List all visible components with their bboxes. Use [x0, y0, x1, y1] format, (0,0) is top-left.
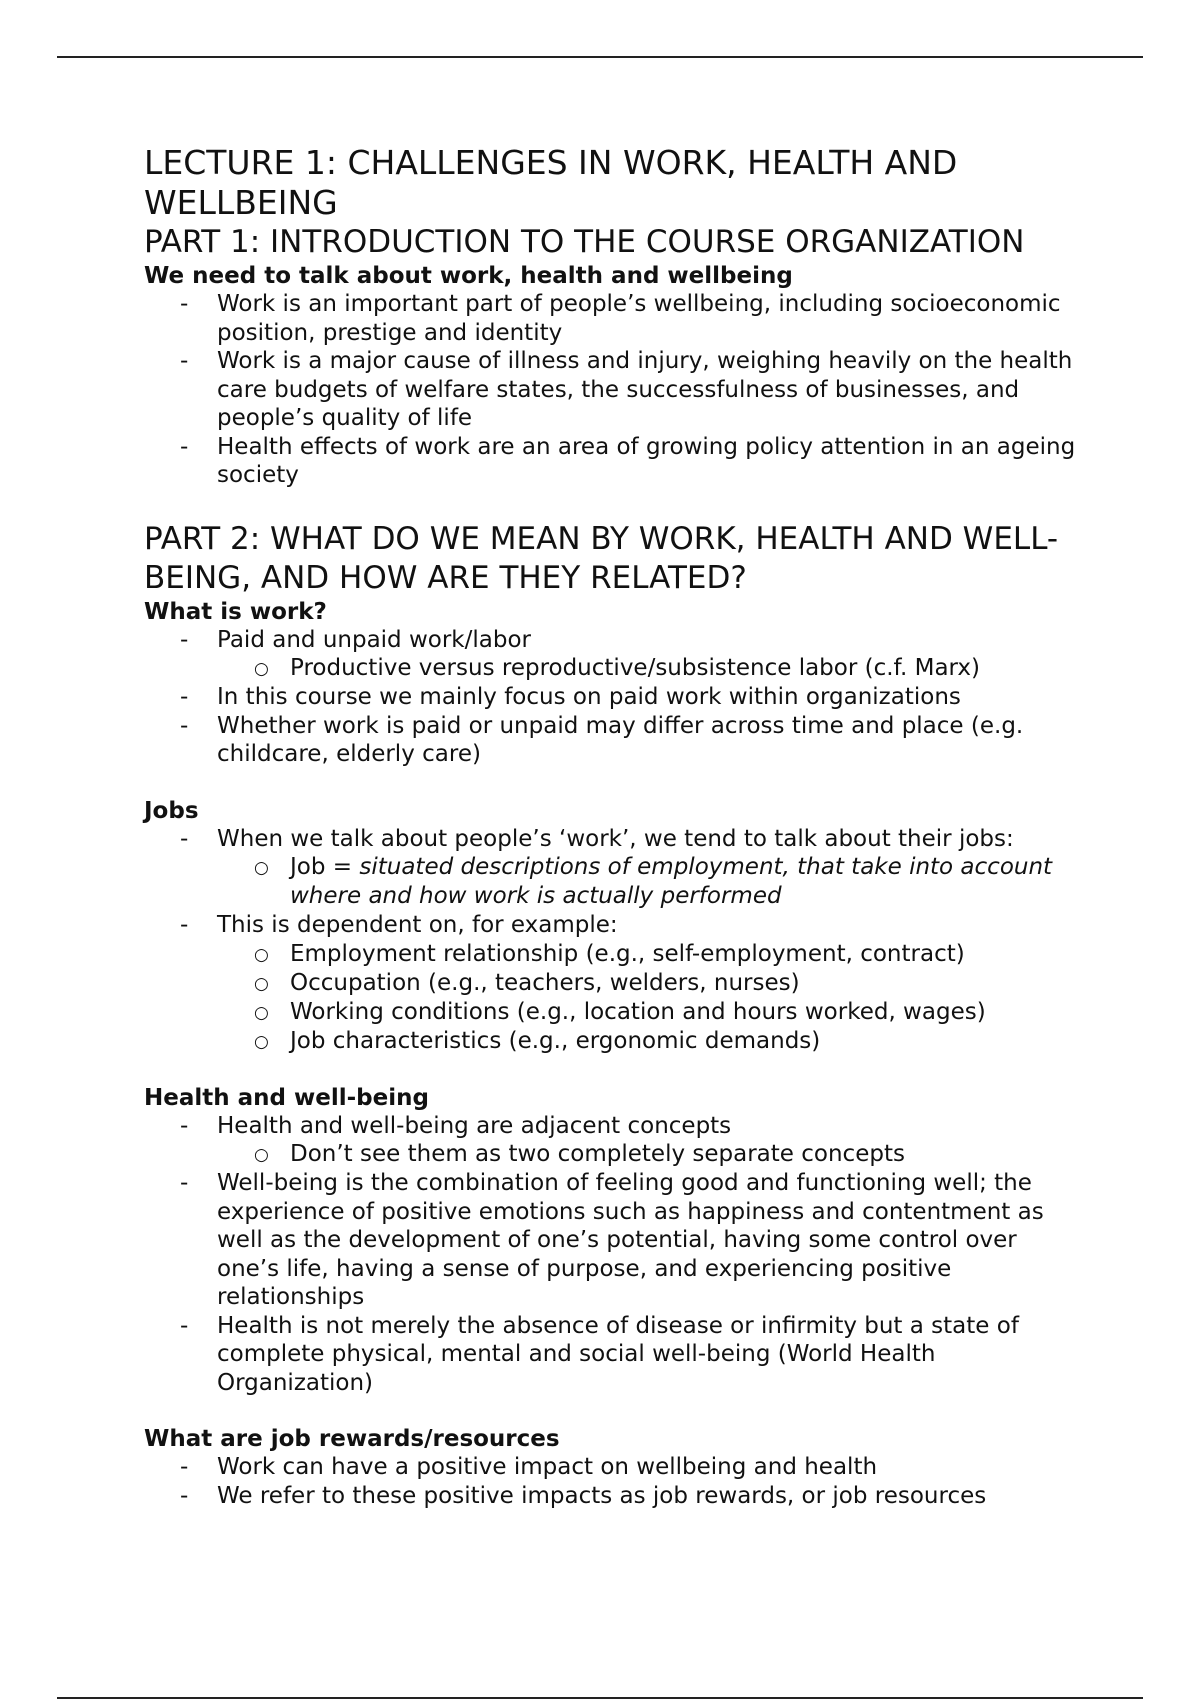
circle-bullet: ○	[254, 973, 269, 994]
sub-list	[144, 1140, 1084, 1169]
list-item: - This is dependent on, for example: ○ Employment relationship (e.g., self-employment, contract) ○ Occupation (e.g., teachers, welders, nurses) ○ Working conditions (e.g., location and hours worked, wages) ○ Job characteristics (e.g., ergonomic demands)	[144, 911, 1084, 1056]
dash-bullet: -	[180, 1454, 189, 1480]
document-body	[144, 143, 1084, 1510]
dash-bullet: -	[180, 912, 189, 938]
list-item: - Health and well-being are adjacent concepts ○ Don’t see them as two completely separate concepts	[144, 1112, 1084, 1170]
sub-list	[144, 654, 1084, 683]
dash-bullet: -	[180, 712, 189, 739]
dash-bullet: -	[180, 1312, 189, 1339]
dash-bullet: -	[180, 684, 189, 710]
sub-list-item: ○ Don’t see them as two completely separate concepts	[144, 1140, 1084, 1169]
sub-list-item: ○ Employment relationship (e.g., self-employment, contract)	[144, 940, 1084, 969]
dash-bullet: -	[180, 825, 189, 852]
sub-list-item: ○ Job = situated descriptions of employment, that take into account where and how work is actually performed	[254, 854, 1053, 909]
sub-list-item: ○ Productive versus reproductive/subsistence labor (c.f. Marx)	[144, 654, 1084, 683]
list-item: - Paid and unpaid work/labor ○ Productive versus reproductive/subsistence labor (c.f. Marx)	[144, 626, 1084, 684]
circle-bullet: ○	[254, 1002, 269, 1023]
circle-bullet: ○	[254, 1145, 269, 1165]
lecture-title: LECTURE 1: CHALLENGES IN WORK, HEALTH AND WELLBEING	[144, 143, 958, 222]
health-heading: Health and well-being	[144, 1084, 429, 1111]
dash-bullet: -	[180, 291, 189, 317]
sub-list	[144, 940, 1084, 1056]
sub-list-item: ○ Working conditions (e.g., location and hours worked, wages)	[144, 998, 1084, 1027]
sub-list	[144, 853, 1084, 911]
list-item: - When we talk about people’s ‘work’, we tend to talk about their jobs: ○ Job = situated descriptions of employment, that take into account where and how work is actually performed	[144, 825, 1084, 912]
list-item: - Whether work is paid or unpaid may differ across time and place (e.g. childcare, elderly care)	[180, 712, 1024, 767]
list-item: - Health is not merely the absence of disease or infirmity but a state of complete physical, mental and social well-being (World Health Organization)	[180, 1312, 1019, 1396]
bottom-rule	[57, 1697, 1143, 1699]
health-list	[144, 1112, 1084, 1398]
list-item: - Work is a major cause of illness and injury, weighing heavily on the health care budgets of welfare states, the successfulness of businesses, and people’s quality of life	[180, 348, 1073, 431]
dash-bullet: -	[180, 1482, 189, 1509]
circle-bullet: ○	[254, 944, 269, 965]
talk-heading: We need to talk about work, health and wellbeing	[144, 263, 793, 289]
list-item: - Work is an important part of people’s wellbeing, including socioeconomic position, prestige and identity	[180, 291, 1061, 346]
circle-bullet: ○	[254, 1031, 269, 1052]
rewards-heading: What are job rewards/resources	[144, 1426, 560, 1452]
sub-list-item: ○ Occupation (e.g., teachers, welders, nurses)	[144, 969, 1084, 998]
what-is-work-list	[144, 626, 1084, 769]
jobs-list	[144, 825, 1084, 1056]
circle-bullet: ○	[254, 858, 269, 878]
part1-title: PART 1: INTRODUCTION TO THE COURSE ORGANIZATION	[144, 224, 1025, 260]
what-is-work-heading: What is work?	[144, 598, 327, 625]
top-rule	[57, 56, 1143, 58]
circle-bullet: ○	[254, 659, 269, 679]
list-item: - Work can have a positive impact on wellbeing and health	[180, 1454, 878, 1480]
talk-list	[144, 290, 1084, 490]
dash-bullet: -	[180, 433, 189, 460]
jobs-heading: Jobs	[144, 797, 199, 824]
part2-title: PART 2: WHAT DO WE MEAN BY WORK, HEALTH AND WELL-BEING, AND HOW ARE THEY RELATED?	[144, 520, 1059, 596]
list-item: - Health effects of work are an area of growing policy attention in an ageing society	[180, 433, 1076, 488]
rewards-list	[144, 1453, 1084, 1510]
dash-bullet: -	[180, 1112, 189, 1139]
dash-bullet: -	[180, 348, 189, 374]
dash-bullet: -	[180, 1170, 189, 1196]
list-item: - In this course we mainly focus on paid work within organizations	[180, 684, 961, 710]
dash-bullet: -	[180, 626, 189, 653]
sub-list-item: ○ Job characteristics (e.g., ergonomic demands)	[144, 1027, 1084, 1056]
list-item: - Well-being is the combination of feeling good and functioning well; the experience of positive emotions such as happiness and contentment as well as the development of one’s potential, having some control over one’s life, having a sense of purpose, and experiencing positive relationships	[180, 1170, 1044, 1310]
list-item: - We refer to these positive impacts as job rewards, or job resources	[180, 1482, 987, 1509]
